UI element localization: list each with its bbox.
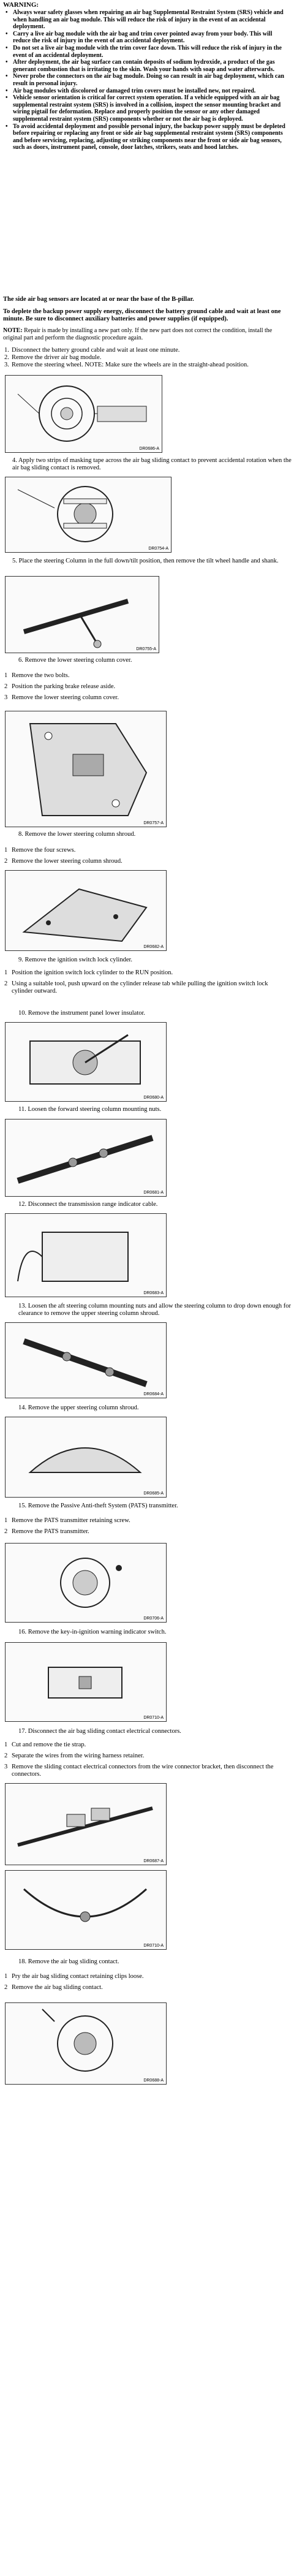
warning-item: • Always wear safety glasses when repairing an air bag Supplemental Restraint System (SRS) vehicle and when handling an air bag module. This will reduce the risk of injury in the event of an accidental deployment. <box>6 9 284 31</box>
warning-item: • After deployment, the air bag surface can contain deposits of sodium hydroxide, a product of the gas generant combustion that is irritating to the skin. Wash your hands with soap and water afterwards. <box>6 59 275 73</box>
range-indicator-illustration <box>6 1214 166 1297</box>
sliding-contact-removal-illustration <box>6 2003 166 2084</box>
lower-shroud-illustration <box>6 871 166 950</box>
step-9-substeps <box>3 969 286 999</box>
aft-nuts-illustration <box>6 1323 166 1398</box>
side-air-bag-note: The side air bag sensors are located at or near the base of the B-pillar. <box>3 296 194 303</box>
list-item: 2 Remove the PATS transmitter. <box>4 1528 89 1535</box>
figure-lock-cylinder <box>5 1022 167 1102</box>
warning-list <box>3 9 286 151</box>
figure-aft-nuts <box>5 1322 167 1398</box>
figure-code: DR0681-A <box>143 1191 164 1195</box>
list-item: 2. Remove the driver air bag module. <box>4 354 102 361</box>
figure-code: DR0755-A <box>136 647 156 651</box>
figure-upper-shroud <box>5 1417 167 1498</box>
warning-item: • Air bag modules with discolored or damaged trim covers must be installed new, not repaired. <box>6 87 256 94</box>
forward-nuts-illustration <box>6 1119 166 1196</box>
figure-code: DR0684-A <box>143 1392 164 1396</box>
steering-column-illustration <box>6 376 162 452</box>
wiring-retainer-illustration <box>6 1871 166 1949</box>
figure-key-switch <box>5 1642 167 1722</box>
figure-lower-shroud <box>5 870 167 951</box>
lower-cover-illustration <box>6 711 166 827</box>
figure-sliding-contact-removal <box>5 2002 167 2085</box>
figure-code: DR0685-A <box>143 1491 164 1496</box>
figure-code: DR0682-A <box>143 945 164 949</box>
sliding-contact-illustration <box>6 477 171 552</box>
list-item: 3 Remove the lower steering column cover. <box>4 694 119 701</box>
step-4-caption: 4. Apply two strips of masking tape across the air bag sliding contact to prevent accidental rotation when the air bag sliding contact is removed. <box>12 457 292 471</box>
step-11-caption: 11. Loosen the forward steering column mounting nuts. <box>18 1106 162 1113</box>
step-15-substeps <box>3 1517 286 1539</box>
list-item: 1 Remove the PATS transmitter retaining screw. <box>4 1517 130 1524</box>
figure-code: DR0686-A <box>139 447 159 451</box>
step-10-caption: 10. Remove the instrument panel lower insulator. <box>18 1010 146 1017</box>
intro-steps <box>3 347 286 369</box>
lock-cylinder-illustration <box>6 1023 166 1101</box>
figure-code: DR0706-A <box>143 1616 164 1621</box>
list-item: 1 Pry the air bag sliding contact retaining clips loose. <box>4 1973 144 1980</box>
list-item: 2 Using a suitable tool, push upward on the cylinder release tab while pulling the ignition switch lock cylinder outward. <box>4 980 268 994</box>
list-item: 1 Remove the two bolts. <box>4 672 70 679</box>
figure-sliding-contact-tape <box>5 477 172 553</box>
warning-title: WARNING: <box>3 1 39 9</box>
figure-code: DR0710-A <box>143 1716 164 1720</box>
warning-item: • Do not set a live air bag module with the trim cover face down. This will reduce the risk of injury in the event of an accidental deployment. <box>6 44 282 59</box>
repair-note: NOTE: Repair is made by installing a new part only. If the new part does not correct the condition, install the original part and perform the diagnostic procedure again. <box>3 327 273 341</box>
step-17-substeps <box>3 1741 286 1782</box>
figure-range-indicator <box>5 1213 167 1297</box>
tilt-handle-illustration <box>6 577 159 653</box>
figure-tilt-handle <box>5 576 159 653</box>
figure-code: DR0687-A <box>143 1859 164 1863</box>
deplete-note: To deplete the backup power supply energy, disconnect the battery ground cable and wait at least one minute. Be sure to disconnect auxiliary batteries and power supplies (if equipped). <box>3 308 281 322</box>
step-17-caption: 17. Disconnect the air bag sliding contact electrical connectors. <box>18 1728 181 1735</box>
figure-code: DR0757-A <box>143 821 164 825</box>
figure-steering-wheel <box>5 375 162 453</box>
list-item: 2 Remove the air bag sliding contact. <box>4 1984 103 1991</box>
step-18-substeps <box>3 1973 286 1995</box>
warning-item: • Vehicle sensor orientation is critical for correct system operation. If a vehicle equipped with an air bag supplemental restraint system (SRS) is involved in a collision, inspect the sensor mounting bracket and wiring pigtail for deformation. Replace and properly position the sensor or any other damaged supplemental restraint system (SRS) components whether or not the air bag is deployed. <box>6 94 281 123</box>
step-6-substeps <box>3 672 286 705</box>
list-item: 2 Position the parking brake release aside. <box>4 683 116 690</box>
upper-shroud-illustration <box>6 1417 166 1497</box>
step-5-caption: 5. Place the steering Column in the full down/tilt position, then remove the tilt wheel handle and shank. <box>12 558 279 564</box>
figure-code: DR0680-A <box>143 1096 164 1100</box>
step-6-caption: 6. Remove the lower steering column cover. <box>18 657 132 664</box>
step-8-caption: 8. Remove the lower steering column shroud. <box>18 831 136 838</box>
figure-pats-transmitter <box>5 1543 167 1623</box>
list-item: 3 Remove the sliding contact electrical connectors from the wire connector bracket, then disconnect the connectors. <box>4 1763 274 1778</box>
connectors-illustration <box>6 1784 166 1865</box>
figure-code: DR0683-A <box>143 1291 164 1295</box>
warning-item: • To avoid accidental deployment and possible personal injury, the backup power supply must be depleted before repairing or replacing any front or side air bag supplemental restraint system (SRS) components and before servicing, replacing, adjusting or striking components near the front or side air bag sensors, such as doors, instrument panel, console, door latches, strikers, seats and hood latches. <box>6 123 285 151</box>
figure-code: DR0688-A <box>143 2078 164 2083</box>
step-16-caption: 16. Remove the key-in-ignition warning indicator switch. <box>18 1629 167 1635</box>
figure-connectors <box>5 1783 167 1865</box>
figure-wiring-retainer <box>5 1870 167 1950</box>
key-switch-illustration <box>6 1643 166 1721</box>
step-9-caption: 9. Remove the ignition switch lock cylinder. <box>18 957 133 963</box>
list-item: 1 Remove the four screws. <box>4 847 76 854</box>
pats-transmitter-illustration <box>6 1544 166 1622</box>
step-13-caption: 13. Loosen the aft steering column mounting nuts and allow the steering column to drop down enough for clearance to remove the upper steering column shroud. <box>18 1303 291 1317</box>
figure-code: DR0754-A <box>148 547 168 551</box>
warning-item: • Never probe the connectors on the air bag module. Doing so can result in air bag deployment, which can result in personal injury. <box>6 73 284 87</box>
step-18-caption: 18. Remove the air bag sliding contact. <box>18 1958 119 1965</box>
step-15-caption: 15. Remove the Passive Anti-theft System (PATS) transmitter. <box>18 1502 178 1509</box>
list-item: 1 Position the ignition switch lock cylinder to the RUN position. <box>4 969 173 976</box>
list-item: 1 Cut and remove the tie strap. <box>4 1741 86 1748</box>
step-12-caption: 12. Disconnect the transmission range indicator cable. <box>18 1201 158 1208</box>
figure-lower-cover <box>5 711 167 827</box>
list-item: 2 Remove the lower steering column shroud. <box>4 858 123 865</box>
figure-code: DR0710-A <box>143 1944 164 1948</box>
list-item: 3. Remove the steering wheel. NOTE: Make sure the wheels are in the straight-ahead position. <box>4 362 249 368</box>
step-14-caption: 14. Remove the upper steering column shroud. <box>18 1404 139 1411</box>
list-item: 2 Separate the wires from the wiring harness retainer. <box>4 1752 145 1759</box>
figure-forward-nuts <box>5 1119 167 1197</box>
list-item: 1. Disconnect the battery ground cable and wait at least one minute. <box>4 347 180 354</box>
warning-item: • Carry a live air bag module with the air bag and trim cover pointed away from your body. This will reduce the risk of injury in the event of an accidental deployment. <box>6 30 273 45</box>
step-8-substeps <box>3 847 286 869</box>
